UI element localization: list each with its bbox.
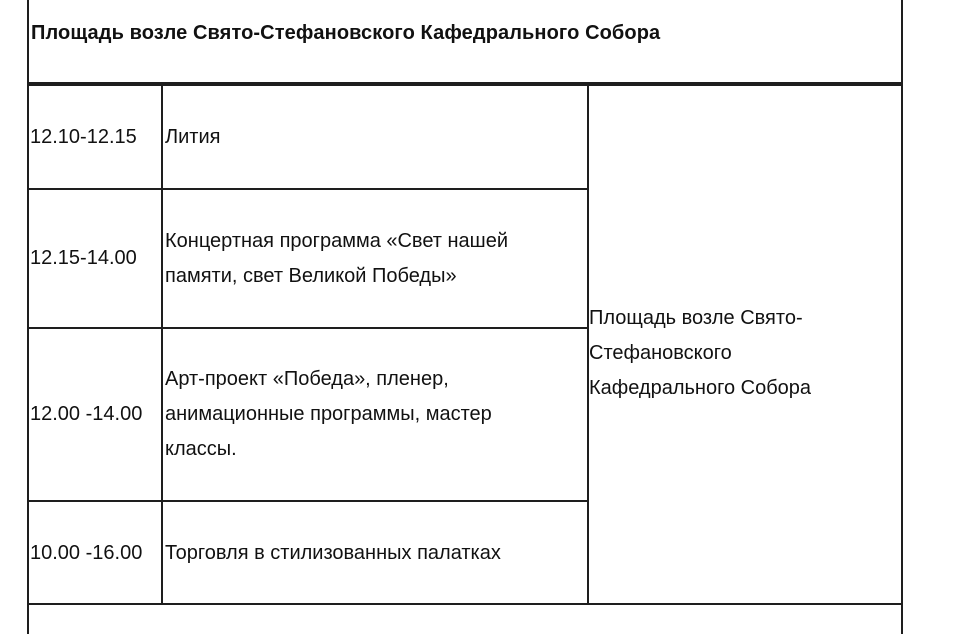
time-cell: 12.10-12.15 [29, 86, 163, 188]
event-cell [163, 190, 587, 327]
table-row [29, 502, 587, 605]
place-cell [587, 86, 901, 604]
schedule-table [27, 0, 903, 634]
place-text: Площадь возле Свято-Стефановского Кафедрального Собора [589, 306, 812, 399]
event-text: Арт-проект «Победа», пленер, анимационные программы, мастер классы. [165, 368, 492, 460]
table-row [29, 329, 587, 502]
time-cell: 12.00 -14.00 [29, 329, 163, 500]
table-row [29, 86, 587, 190]
event-cell [163, 502, 587, 605]
event-text: Торговля в стилизованных палатках [165, 542, 501, 564]
divider [29, 603, 901, 605]
event-text: Лития [165, 125, 221, 148]
event-cell [163, 86, 587, 188]
event-text: Концертная программа «Свет нашей памяти, свет Великой Победы» [165, 229, 509, 287]
table-header-cell [29, 0, 901, 84]
time-cell: 10.00 -16.00 [29, 502, 163, 605]
table-row [29, 190, 587, 329]
time-cell: 12.15-14.00 [29, 190, 163, 327]
event-cell [163, 329, 587, 500]
table-title: Площадь возле Свято-Стефановского Кафедрального Собора [31, 22, 661, 44]
